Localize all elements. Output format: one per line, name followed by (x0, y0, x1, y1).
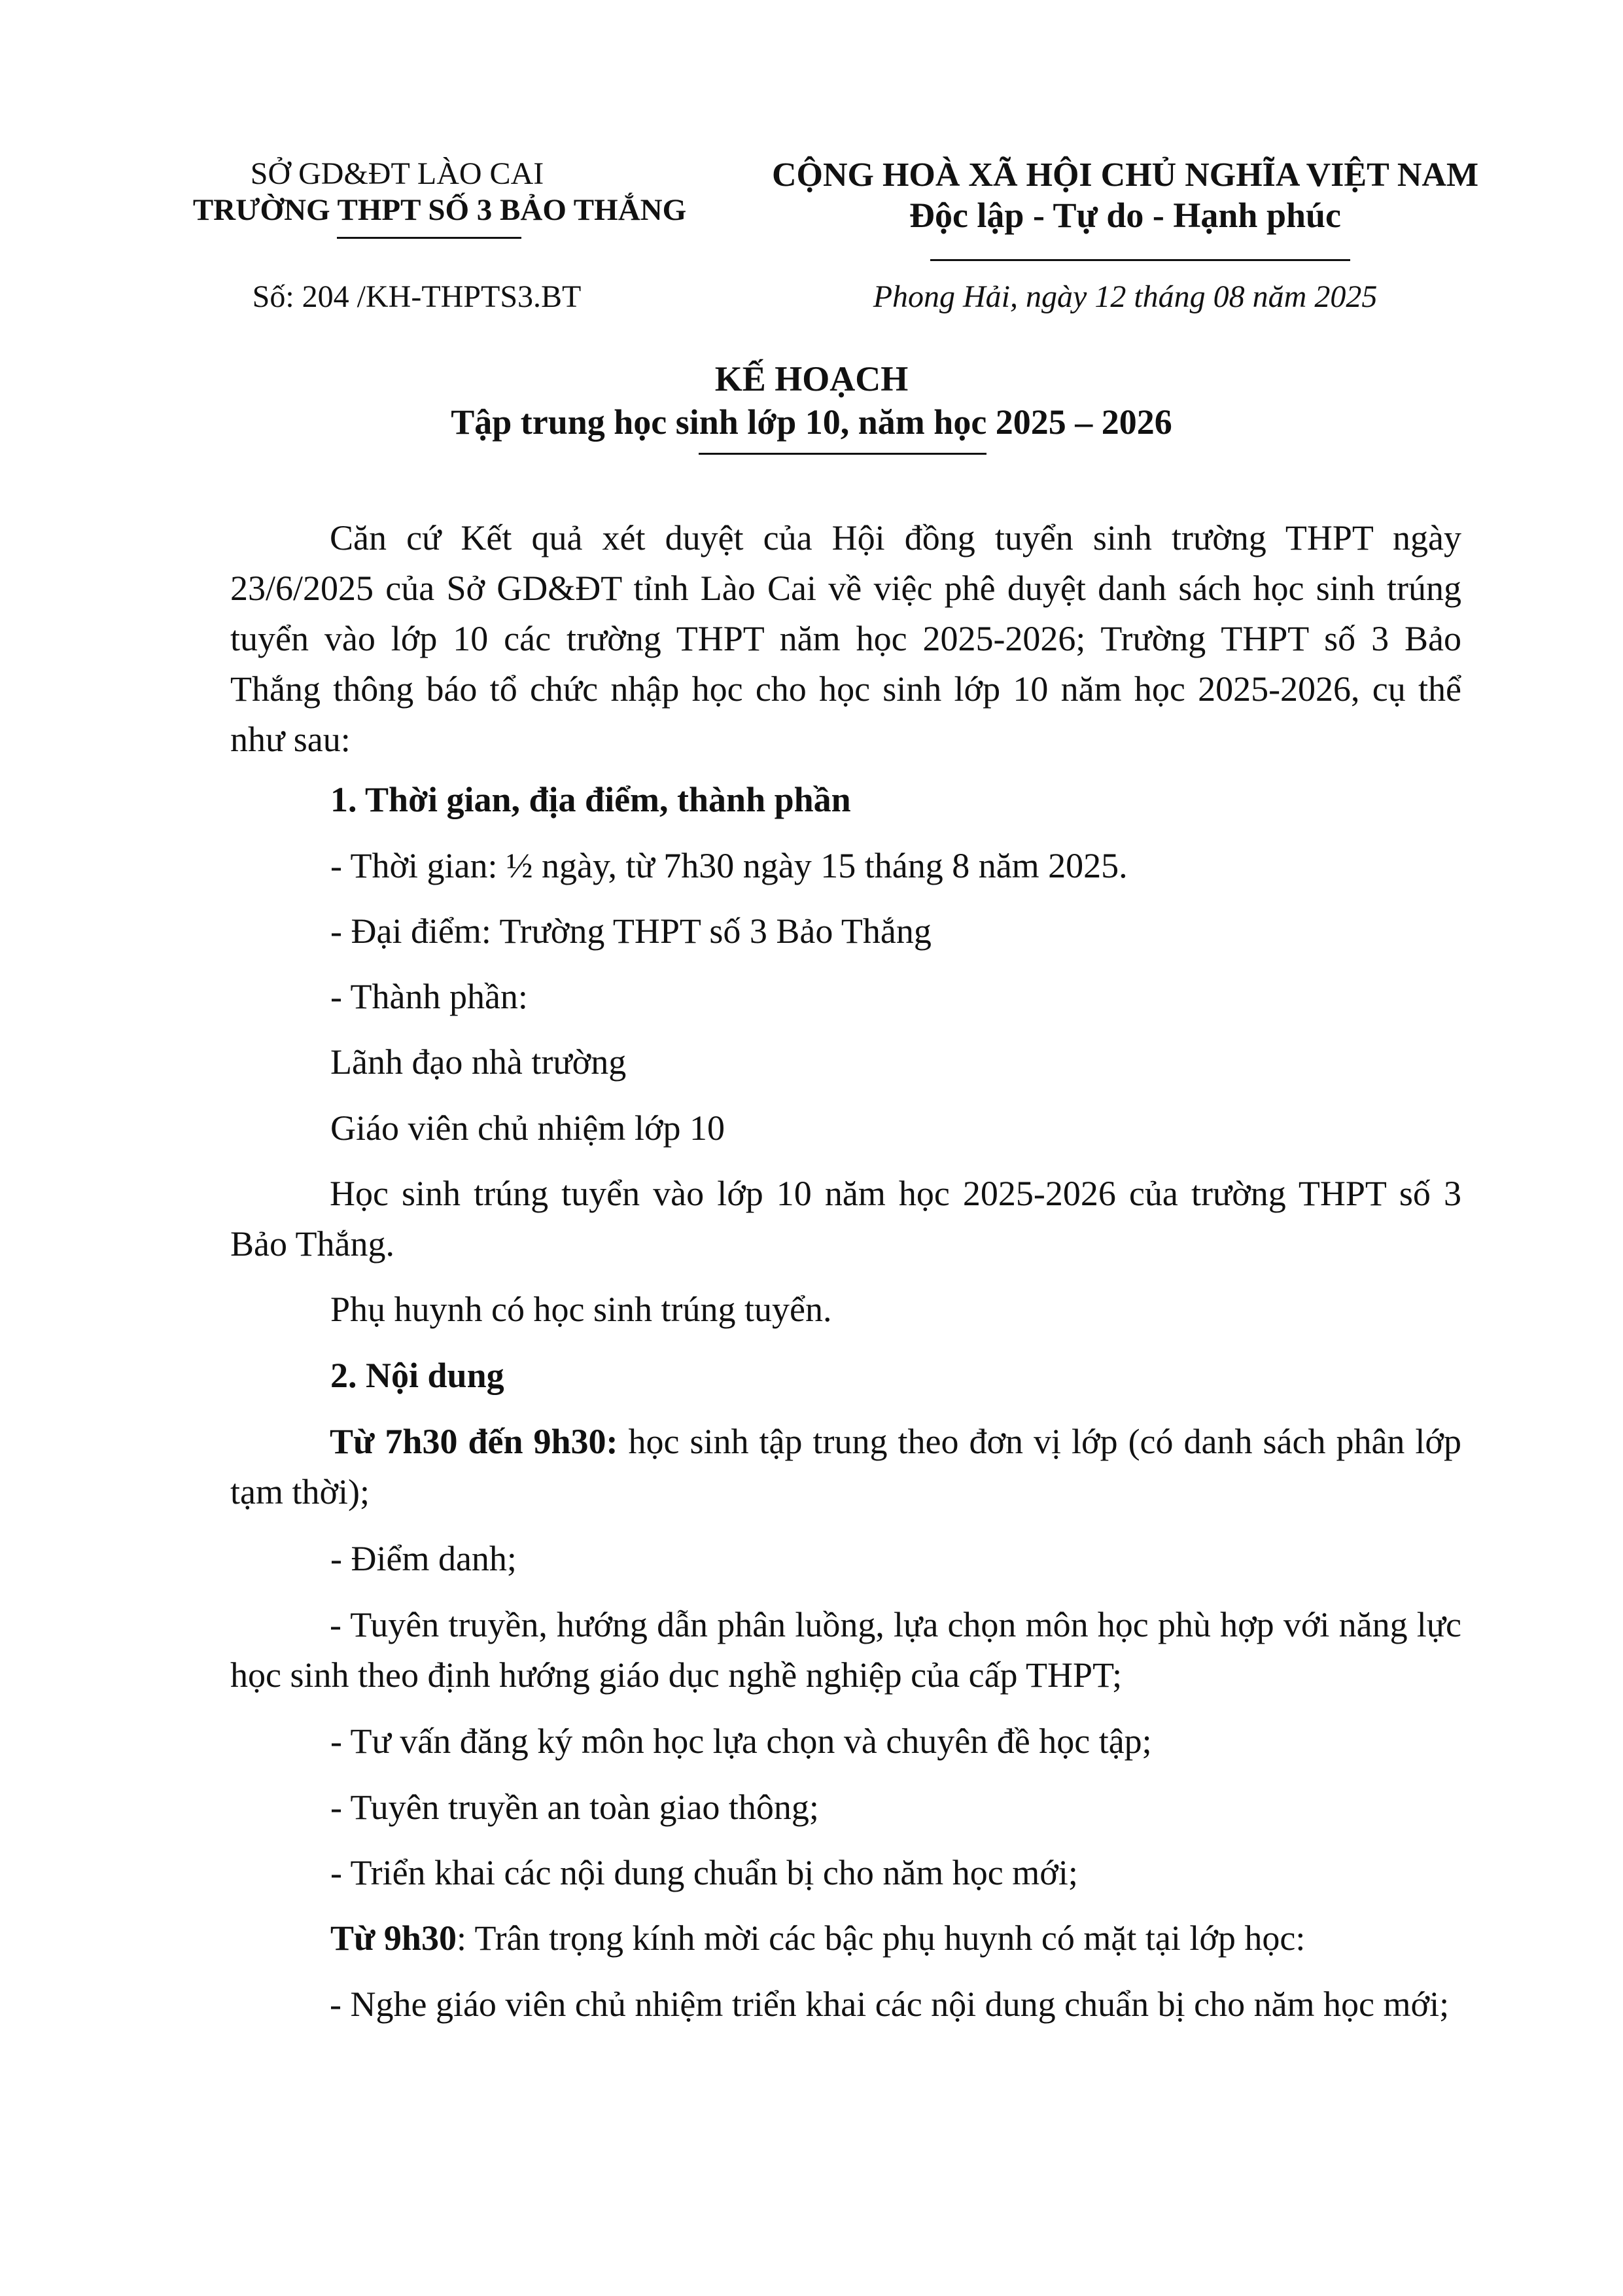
document-number: Số: 204 /KH-THPTS3.BT (252, 279, 582, 314)
slot-2-text: : Trân trọng kính mời các bậc phụ huynh có mặt tại lớp học: (456, 1918, 1306, 1958)
slot-2-time: Từ 9h30 (330, 1918, 457, 1958)
place-and-date: Phong Hải, ngày 12 tháng 08 năm 2025 (873, 279, 1378, 314)
item-roll-call: - Điểm danh; (330, 1539, 517, 1578)
participants-label: - Thành phần: (330, 977, 528, 1016)
item-counsel: - Tư vấn đăng ký môn học lựa chọn và chuyên đề học tập; (330, 1722, 1152, 1761)
section-2-heading: 2. Nội dung (330, 1356, 504, 1395)
location-line: - Đại điểm: Trường THPT số 3 Bảo Thắng (330, 911, 932, 951)
school-underline (337, 237, 521, 239)
item-parents: - Nghe giáo viên chủ nhiệm triển khai các nội dung chuẩn bị cho năm học mới; (330, 1985, 1450, 2024)
motto-underline (930, 259, 1350, 261)
title-underline (699, 453, 986, 455)
participant-students: Học sinh trúng tuyển vào lớp 10 năm học 2025-2026 của trường THPT số 3 Bảo Thắng. (230, 1174, 1461, 1263)
national-motto: Độc lập - Tự do - Hạnh phúc (909, 196, 1342, 235)
document-title: KẾ HOẠCH (714, 359, 909, 398)
item-traffic: - Tuyên truyền an toàn giao thông; (330, 1788, 819, 1827)
slot-1-paragraph (230, 1417, 1461, 1517)
intro-paragraph: Căn cứ Kết quả xét duyệt của Hội đồng tuyển sinh trường THPT ngày 23/6/2025 của Sở GD&ĐT tỉnh Lào Cai về việc phê duyệt danh sách học sinh trúng tuyển vào lớp 10 các trường THPT năm học 2025-2026; Trường THPT số 3 Bảo Thắng thông báo tổ chức nhập học cho học sinh lớp 10 năm học 2025-2026, cụ thể như sau: (230, 518, 1461, 759)
agency-name: SỞ GD&ĐT LÀO CAI (250, 156, 544, 191)
document-subtitle: Tập trung học sinh lớp 10, năm học 2025 – 2026 (451, 402, 1172, 442)
slot-1-time: Từ 7h30 đến 9h30: (330, 1422, 618, 1461)
time-line: - Thời gian: ½ ngày, từ 7h30 ngày 15 tháng 8 năm 2025. (330, 846, 1128, 885)
section-1-heading: 1. Thời gian, địa điểm, thành phần (330, 780, 851, 819)
participant-teachers: Giáo viên chủ nhiệm lớp 10 (330, 1108, 725, 1148)
slot-2-paragraph (330, 1913, 1305, 1964)
nation-name: CỘNG HOÀ XÃ HỘI CHỦ NGHĨA VIỆT NAM (771, 156, 1479, 194)
school-name: TRƯỜNG THPT SỐ 3 BẢO THẮNG (192, 193, 687, 227)
participant-leaders: Lãnh đạo nhà trường (330, 1042, 627, 1082)
item-prepare: - Triển khai các nội dung chuẩn bị cho năm học mới; (330, 1853, 1078, 1892)
slot-1-text: học sinh tập trung theo đơn vị lớp (có danh sách phân lớp tạm thời); (230, 1422, 1461, 1511)
participant-parents: Phụ huynh có học sinh trúng tuyển. (330, 1290, 832, 1329)
item-guidance: - Tuyên truyền, hướng dẫn phân luồng, lựa chọn môn học phù hợp với năng lực học sinh theo định hướng giáo dục nghề nghiệp của cấp THPT; (230, 1605, 1461, 1695)
